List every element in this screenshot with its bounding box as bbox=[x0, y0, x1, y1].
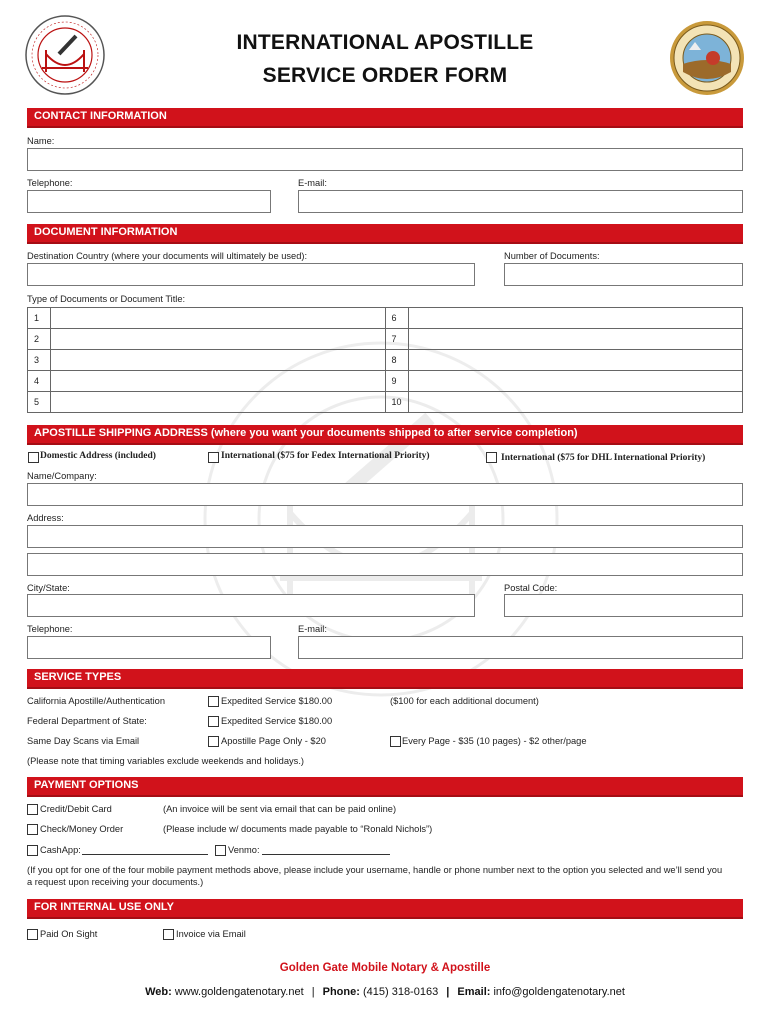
number-of-documents-field[interactable] bbox=[504, 263, 743, 286]
section-header-document bbox=[27, 224, 743, 244]
document-title-cell[interactable] bbox=[51, 392, 386, 413]
row-number: 5 bbox=[28, 392, 51, 413]
document-title-cell[interactable] bbox=[408, 308, 743, 329]
postal-code-label: Postal Code: bbox=[504, 583, 558, 593]
check-money-order-note: (Please include w/ documents made payable to “Ronald Nichols”) bbox=[163, 824, 433, 834]
row-number: 1 bbox=[28, 308, 51, 329]
document-title-cell[interactable] bbox=[51, 350, 386, 371]
row-number: 3 bbox=[28, 350, 51, 371]
phone-link[interactable]: (415) 318-0163 bbox=[362, 986, 439, 998]
section-header-internal bbox=[27, 899, 743, 919]
every-page-checkbox[interactable] bbox=[390, 736, 401, 747]
separator: | bbox=[311, 986, 315, 998]
fedex-international-checkbox[interactable] bbox=[208, 452, 219, 463]
shipping-email-field[interactable] bbox=[298, 636, 743, 659]
document-title-cell[interactable] bbox=[51, 329, 386, 350]
telephone-label: Telephone: bbox=[27, 178, 73, 188]
section-title: APOSTILLE SHIPPING ADDRESS (where you want your documents shipped to after service completion) bbox=[34, 427, 578, 439]
expedited-ca-label: Expedited Service $180.00 bbox=[221, 696, 333, 706]
row-number: 7 bbox=[385, 329, 408, 350]
apostille-page-only-label: Apostille Page Only - $20 bbox=[221, 736, 326, 746]
same-day-scans-label: Same Day Scans via Email bbox=[27, 736, 140, 746]
document-title-cell[interactable] bbox=[51, 308, 386, 329]
paid-on-sight-checkbox[interactable] bbox=[27, 929, 38, 940]
name-company-label: Name/Company: bbox=[27, 471, 97, 481]
table-row bbox=[28, 392, 743, 413]
apostille-page-only-checkbox[interactable] bbox=[208, 736, 219, 747]
expedited-federal-checkbox[interactable] bbox=[208, 716, 219, 727]
contact-telephone-field[interactable] bbox=[27, 190, 271, 213]
phone-label: Phone: bbox=[322, 986, 360, 998]
cashapp-checkbox[interactable] bbox=[27, 845, 38, 856]
document-title-cell[interactable] bbox=[408, 350, 743, 371]
table-row bbox=[28, 371, 743, 392]
section-header-shipping bbox=[27, 425, 743, 445]
check-money-order-checkbox[interactable] bbox=[27, 824, 38, 835]
shipping-address-line1-field[interactable] bbox=[27, 525, 743, 548]
credit-card-checkbox[interactable] bbox=[27, 804, 38, 815]
credit-card-label: Credit/Debit Card bbox=[40, 804, 112, 814]
contact-name-field[interactable] bbox=[27, 148, 743, 171]
destination-country-field[interactable] bbox=[27, 263, 475, 286]
domestic-address-checkbox[interactable] bbox=[28, 452, 39, 463]
every-page-label: Every Page - $35 (10 pages) - $2 other/page bbox=[402, 736, 587, 746]
row-number: 8 bbox=[385, 350, 408, 371]
expedited-federal-label: Expedited Service $180.00 bbox=[221, 716, 333, 726]
form-title-line2: SERVICE ORDER FORM bbox=[262, 64, 508, 87]
shipping-city-field[interactable] bbox=[27, 594, 475, 617]
document-title-cell[interactable] bbox=[51, 371, 386, 392]
dhl-international-label: International ($75 for DHL International Priority) bbox=[501, 453, 706, 463]
venmo-label: Venmo: bbox=[228, 845, 260, 855]
document-titles-table bbox=[27, 307, 743, 413]
footer-company-name: Golden Gate Mobile Notary & Apostille bbox=[279, 962, 491, 974]
timing-note: (Please note that timing variables exclude weekends and holidays.) bbox=[27, 756, 305, 766]
row-number: 4 bbox=[28, 371, 51, 392]
shipping-postal-code-field[interactable] bbox=[504, 594, 743, 617]
form-title-line1: INTERNATIONAL APOSTILLE bbox=[236, 31, 534, 54]
document-title-cell[interactable] bbox=[408, 371, 743, 392]
paid-on-sight-label: Paid On Sight bbox=[40, 929, 98, 939]
venmo-checkbox[interactable] bbox=[215, 845, 226, 856]
shipping-address-line2-field[interactable] bbox=[27, 553, 743, 576]
fedex-international-label: International ($75 for Fedex International Priority) bbox=[221, 451, 430, 461]
invoice-via-email-checkbox[interactable] bbox=[163, 929, 174, 940]
invoice-via-email-label: Invoice via Email bbox=[176, 929, 246, 939]
row-number: 10 bbox=[385, 392, 408, 413]
row-number: 6 bbox=[385, 308, 408, 329]
city-state-label: City/State: bbox=[27, 583, 70, 593]
document-type-label: Type of Documents or Document Title: bbox=[27, 294, 186, 304]
section-header-contact bbox=[27, 108, 743, 128]
destination-label: Destination Country (where your documents will ultimately be used): bbox=[27, 251, 308, 261]
number-of-documents-label: Number of Documents: bbox=[504, 251, 600, 261]
document-title-cell[interactable] bbox=[408, 392, 743, 413]
venmo-handle-field[interactable] bbox=[262, 845, 390, 855]
document-title-cell[interactable] bbox=[408, 329, 743, 350]
shipping-email-label: E-mail: bbox=[298, 624, 327, 634]
table-row bbox=[28, 350, 743, 371]
federal-department-label: Federal Department of State: bbox=[27, 716, 147, 726]
footer-contact-line bbox=[0, 986, 770, 998]
web-label: Web: bbox=[145, 986, 172, 998]
domestic-address-label: Domestic Address (included) bbox=[40, 451, 156, 461]
row-number: 2 bbox=[28, 329, 51, 350]
shipping-telephone-label: Telephone: bbox=[27, 624, 73, 634]
credit-card-note: (An invoice will be sent via email that can be paid online) bbox=[163, 804, 397, 814]
expedited-ca-checkbox[interactable] bbox=[208, 696, 219, 707]
california-apostille-label: California Apostille/Authentication bbox=[27, 696, 165, 706]
payment-note-line1: (If you opt for one of the four mobile payment methods above, please include your username, handle or phone number next to the option you selected and we’ll send you bbox=[27, 865, 723, 875]
section-title: SERVICE TYPES bbox=[34, 671, 122, 683]
cashapp-label: CashApp: bbox=[40, 845, 81, 855]
payment-note-line2: a request upon receiving your documents.) bbox=[27, 877, 204, 887]
email-label: E-mail: bbox=[298, 178, 327, 188]
table-row bbox=[28, 329, 743, 350]
row-number: 9 bbox=[385, 371, 408, 392]
email-label: Email: bbox=[457, 986, 491, 998]
section-title: FOR INTERNAL USE ONLY bbox=[34, 901, 174, 913]
web-link[interactable]: www.goldengatenotary.net bbox=[174, 986, 304, 998]
section-title: CONTACT INFORMATION bbox=[34, 110, 167, 122]
name-label: Name: bbox=[27, 136, 55, 146]
section-header-service bbox=[27, 669, 743, 689]
additional-document-note: ($100 for each additional document) bbox=[390, 696, 539, 706]
section-title: DOCUMENT INFORMATION bbox=[34, 226, 178, 238]
cashapp-handle-field[interactable] bbox=[82, 845, 208, 855]
check-money-order-label: Check/Money Order bbox=[40, 824, 124, 834]
separator: | bbox=[446, 986, 450, 998]
dhl-international-checkbox[interactable] bbox=[486, 452, 497, 463]
contact-email-field[interactable] bbox=[298, 190, 743, 213]
shipping-name-field[interactable] bbox=[27, 483, 743, 506]
table-row bbox=[28, 308, 743, 329]
section-title: PAYMENT OPTIONS bbox=[34, 779, 139, 791]
address-label: Address: bbox=[27, 513, 64, 523]
email-link[interactable]: info@goldengatenotary.net bbox=[493, 986, 625, 998]
section-header-payment bbox=[27, 777, 743, 797]
shipping-telephone-field[interactable] bbox=[27, 636, 271, 659]
